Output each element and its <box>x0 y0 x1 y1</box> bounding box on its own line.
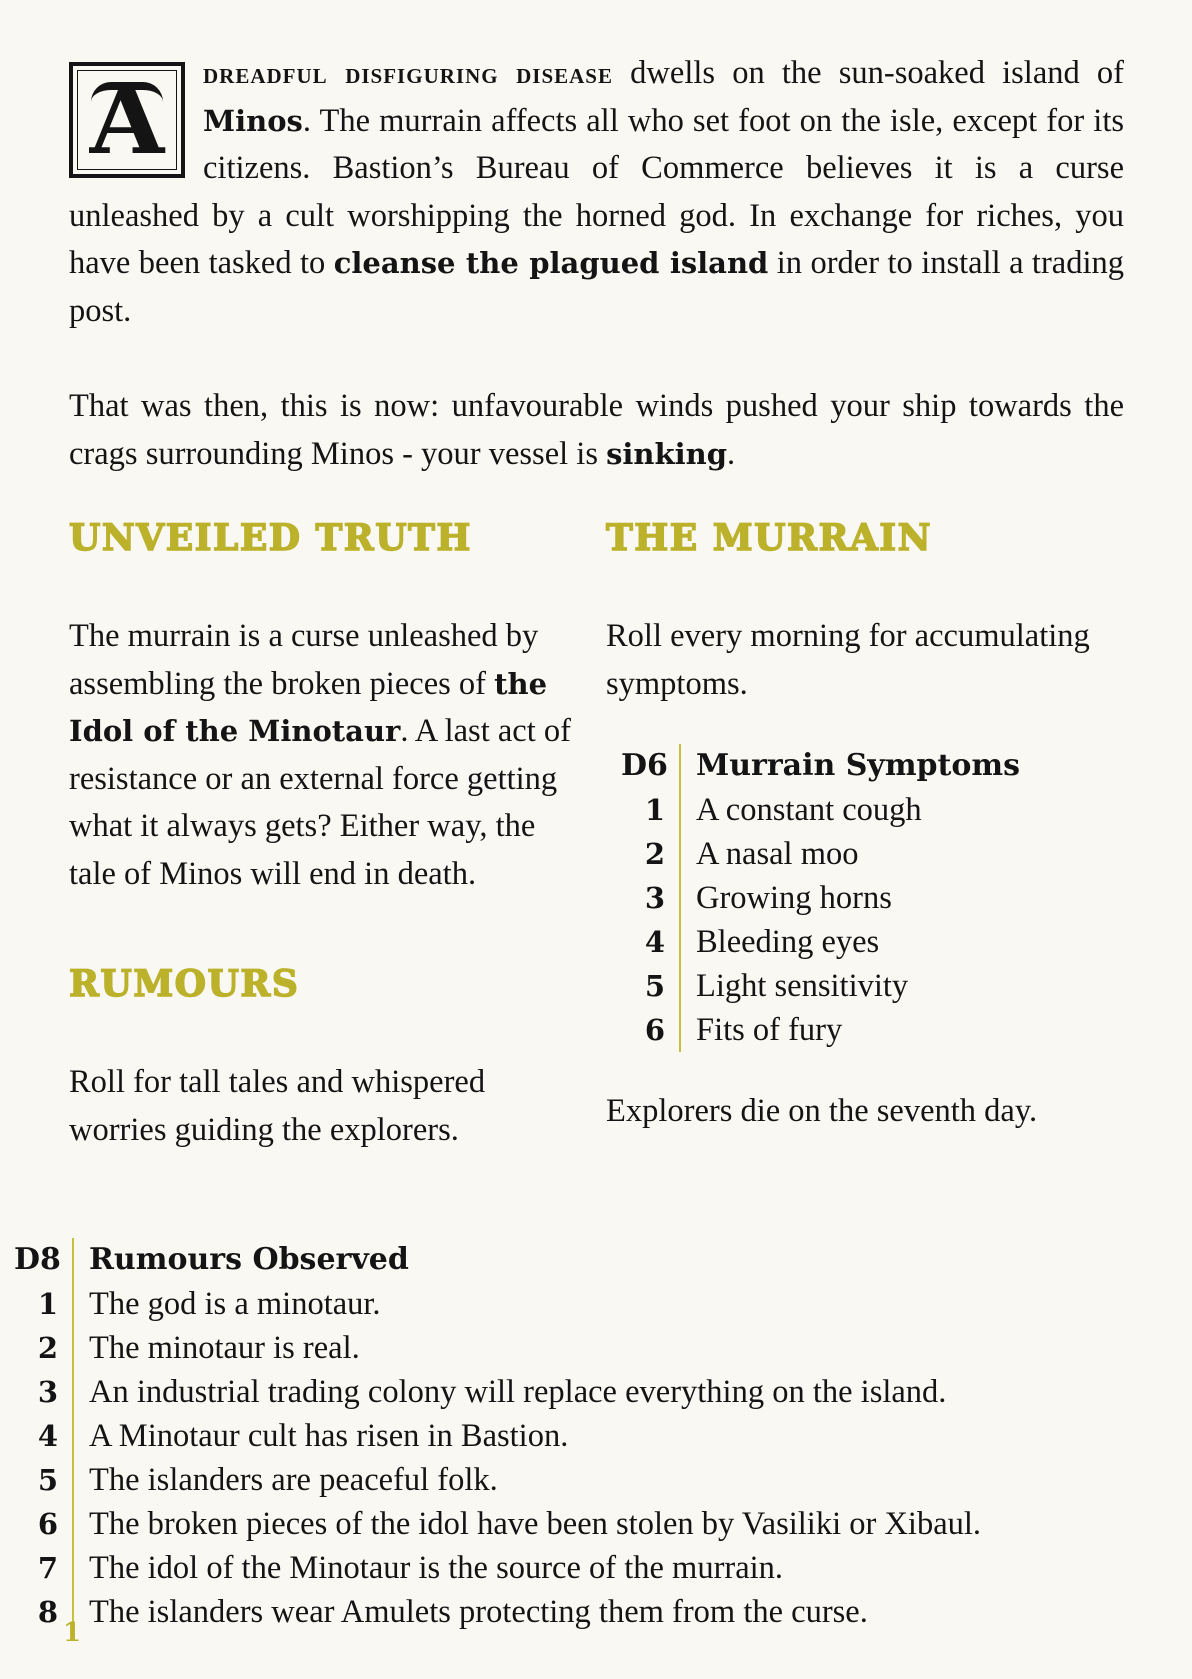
row-text: A nasal moo <box>696 836 859 872</box>
row-text: An industrial trading colony will replace everything on the island. <box>89 1374 947 1410</box>
page-number: 1 <box>63 1618 82 1648</box>
row-text: A constant cough <box>696 792 922 828</box>
intro-bold-cleanse: cleanse the plagued island <box>333 246 769 280</box>
heading-unveiled-truth: UNVEILED TRUTH <box>69 517 472 559</box>
rumours-table <box>14 1238 981 1634</box>
row-text: Bleeding eyes <box>696 924 880 960</box>
row-text: Light sensitivity <box>696 968 909 1004</box>
row-number: 6 <box>621 1008 681 1052</box>
row-number: 4 <box>14 1414 74 1458</box>
row-number: 5 <box>621 964 681 1008</box>
row-text: The god is a minotaur. <box>89 1286 381 1322</box>
heading-rumours: RUMOURS <box>69 963 300 1005</box>
intro-lead: dreadful disfiguring disease <box>203 57 613 90</box>
row-number: 3 <box>14 1370 74 1414</box>
dropcap-letter: A <box>89 63 165 176</box>
intro-text-1: dwells on the sun-soaked island of <box>613 55 1124 91</box>
dropcap-minotaur <box>69 62 185 178</box>
heading-the-murrain: THE MURRAIN <box>606 517 933 559</box>
two-columns <box>69 516 1124 1216</box>
murrain-table <box>621 744 1126 1052</box>
intro-text-2: . The murrain affects all who set foot on the isle, except for its citizens. Bastion’s Bureau of Commerce believes it is a curse unleashed by a cult worshipping the horned god. In exchange for riches, you have been tasked to <box>69 102 1124 281</box>
row-number: 3 <box>621 876 681 920</box>
row-text: The broken pieces of the idol have been stolen by Vasiliki or Xibaul. <box>89 1506 982 1542</box>
row-text: Fits of fury <box>696 1012 843 1048</box>
table-title: Murrain Symptoms <box>696 748 1021 783</box>
row-text: The minotaur is real. <box>89 1330 360 1366</box>
sinking-bold: sinking <box>606 436 727 471</box>
die-label: D8 <box>14 1238 74 1282</box>
page <box>69 50 1124 1216</box>
row-number: 2 <box>14 1326 74 1370</box>
murrain-body: Roll every morning for accumulating symptoms. <box>606 618 1090 702</box>
row-text: Growing horns <box>696 880 892 916</box>
unveiled-text-2: . A last act of resistance or an external force getting what it always gets? Either way, the tale of Minos will end in death. <box>69 713 571 892</box>
row-text: A Minotaur cult has risen in Bastion. <box>89 1418 569 1454</box>
row-number: 1 <box>14 1282 74 1326</box>
intro-text-3: in order to install a trading post. <box>69 245 1124 329</box>
row-number: 1 <box>621 788 681 832</box>
die-label: D6 <box>621 744 681 788</box>
row-text: The islanders wear Amulets protecting them from the curse. <box>89 1594 868 1630</box>
row-number: 6 <box>14 1502 74 1546</box>
intro-paragraph <box>69 50 1124 335</box>
row-text: The islanders are peaceful folk. <box>89 1462 498 1498</box>
row-number: 5 <box>14 1458 74 1502</box>
unveiled-bold-idol: the Idol of the Minotaur <box>69 666 548 748</box>
sinking-text-2: . <box>727 435 736 472</box>
row-text: The idol of the Minotaur is the source of the murrain. <box>89 1550 784 1586</box>
sinking-text-1: That was then, this is now: unfavourable winds pushed your ship towards the crags surrounding Minos - your vessel is <box>69 388 1124 472</box>
table-title: Rumours Observed <box>89 1242 409 1277</box>
left-column <box>69 516 589 1154</box>
murrain-footer: Explorers die on the seventh day. <box>606 1093 1038 1129</box>
row-number: 8 <box>14 1590 74 1634</box>
sinking-paragraph <box>69 383 1124 478</box>
intro-bold-minos: Minos <box>203 103 303 138</box>
unveiled-text-1: The murrain is a curse unleashed by assembling the broken pieces of <box>69 618 539 702</box>
row-number: 2 <box>621 832 681 876</box>
right-column <box>606 516 1126 1168</box>
row-number: 7 <box>14 1546 74 1590</box>
row-number: 4 <box>621 920 681 964</box>
unveiled-body <box>69 613 589 898</box>
rumours-body: Roll for tall tales and whispered worries guiding the explorers. <box>69 1064 486 1148</box>
